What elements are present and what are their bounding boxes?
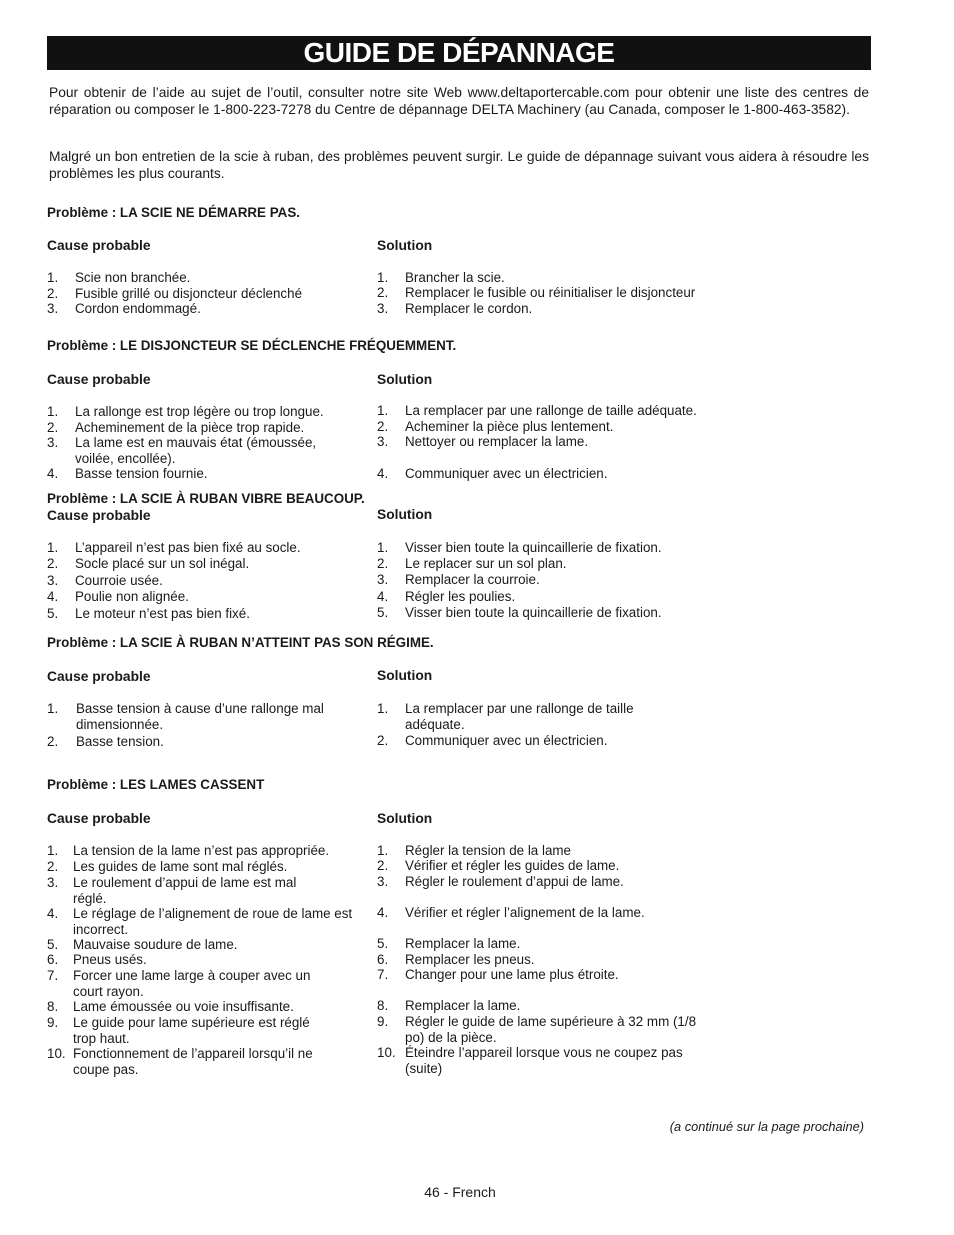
cause-header-5: Cause probable — [47, 811, 151, 826]
problem-heading-5: Problème : LES LAMES CASSENT — [47, 777, 265, 792]
cause-header-4: Cause probable — [47, 669, 151, 684]
continued-note: (a continué sur la page prochaine) — [669, 1119, 864, 1134]
cause-header-3: Cause probable — [47, 508, 151, 523]
solution-header-4: Solution — [377, 668, 433, 683]
page-title: GUIDE DE DÉPANNAGE — [47, 36, 871, 70]
problem-heading-3: Problème : LA SCIE À RUBAN VIBRE BEAUCOUP. — [47, 491, 365, 506]
solution-header-1: Solution — [377, 238, 433, 253]
cause-header-2: Cause probable — [47, 372, 151, 387]
problem-heading-4: Problème : LA SCIE À RUBAN N’ATTEINT PAS SON RÉGIME. — [47, 635, 434, 650]
page-number: 46 - French — [424, 1184, 496, 1200]
intro-paragraph-guide: Malgré un bon entretien de la scie à ruban, des problèmes peuvent surgir. Le guide de dépannage suivant vous aidera à résoudre les problèmes les plus courants. — [49, 149, 869, 181]
problem-heading-1: Problème : LA SCIE NE DÉMARRE PAS. — [47, 205, 300, 220]
solution-header-3: Solution — [377, 507, 433, 522]
intro-paragraph-contact: Pour obtenir de l’aide au sujet de l’outil, consulter notre site Web www.deltaportercable.com pour obtenir une liste des centres de réparation ou composer le 1-800-223-7278 du Centre de dépannage DELTA Machinery (au Canada, composer le 1-800-463-3582). — [49, 85, 869, 117]
solution-header-2: Solution — [377, 372, 433, 387]
problem-heading-2: Problème : LE DISJONCTEUR SE DÉCLENCHE FRÉQUEMMENT. — [47, 338, 457, 353]
solution-header-5: Solution — [377, 811, 433, 826]
cause-header-1: Cause probable — [47, 238, 151, 253]
